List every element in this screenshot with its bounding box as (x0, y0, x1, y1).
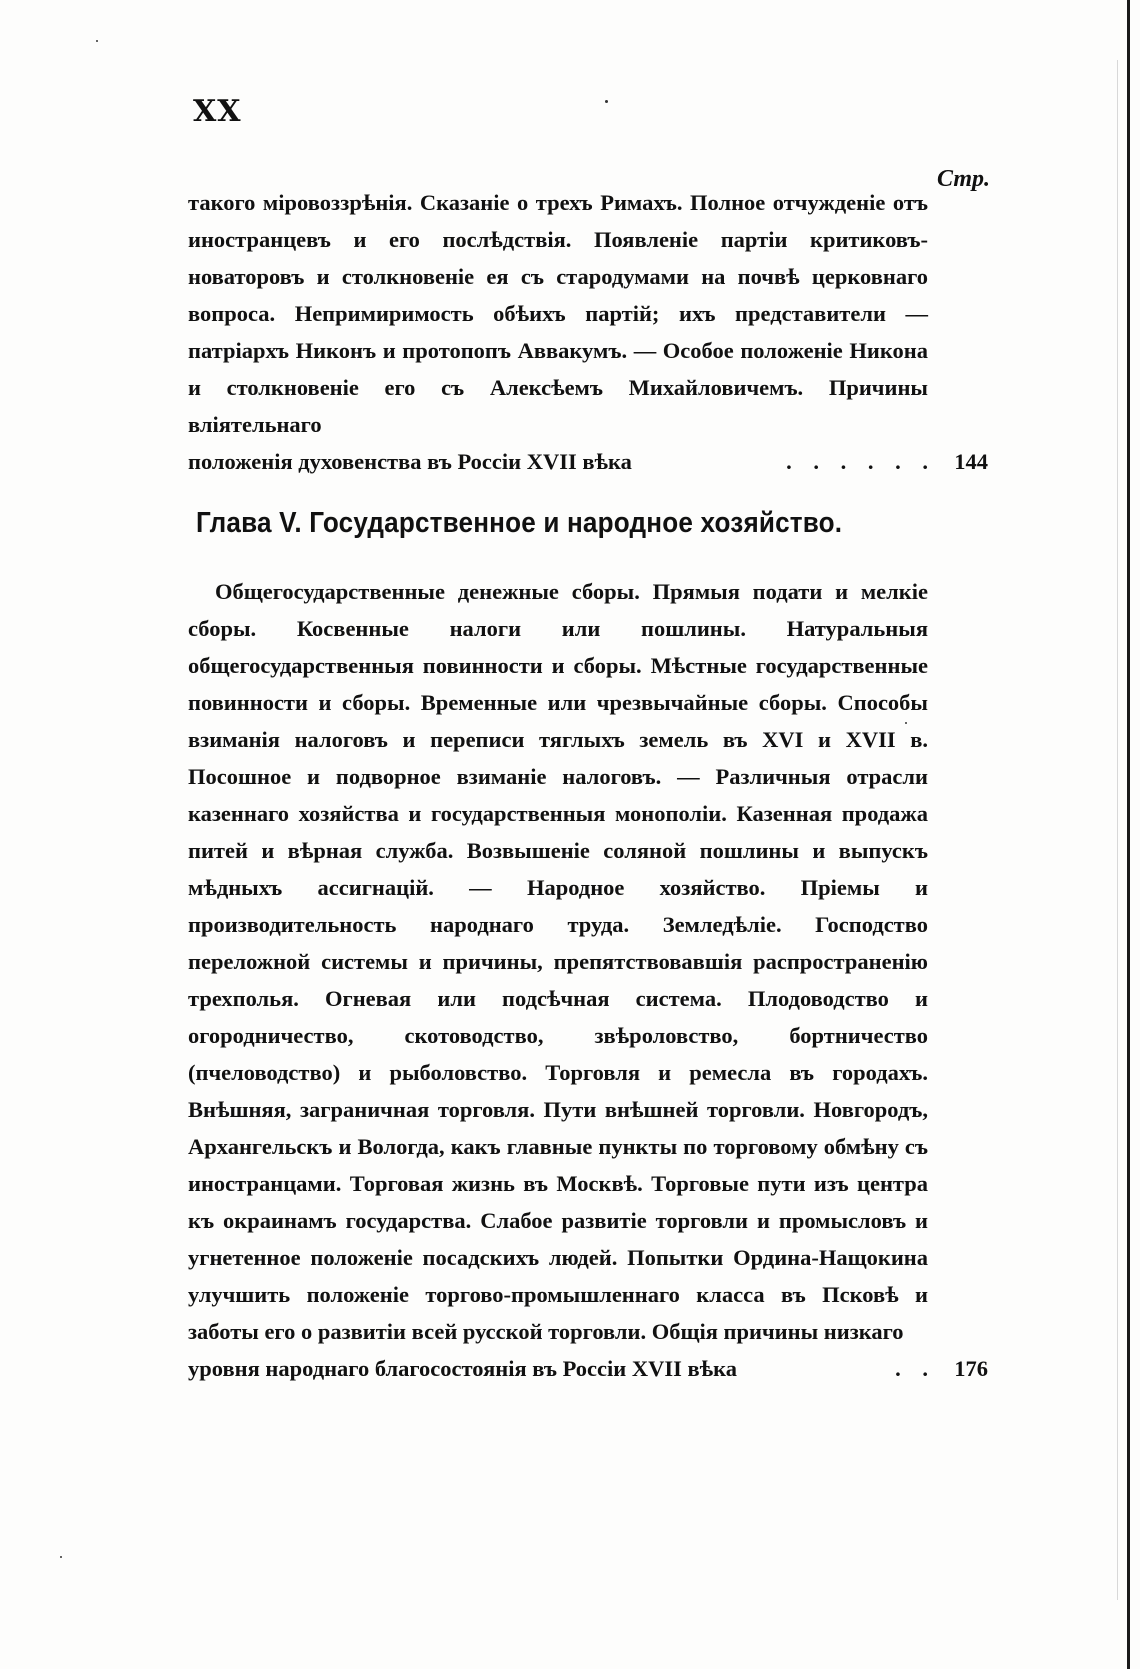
chapter-heading: Глава V. Государственное и народное хозяйство. (196, 507, 843, 539)
toc-entry-text: Общегосударственные денежные сборы. Прямыя подати и мелкіе сборы. Косвенные налоги или пошлины. Натуральныя общегосударственныя повинности и сборы. Мѣстные государственные повинности и сборы. Временные или чрезвычайные сборы. Способы взиманія налоговъ и переписи тяглыхъ земель въ XVI и XVII в. Посошное и подворное взиманіе налоговъ. — Различныя отрасли казеннаго хозяйства и государственныя монополіи. Казенная продажа питей и вѣрная служба. Возвышеніе соляной пошлины и выпускъ мѣдныхъ ассигнацій. — Народное хозяйство. Пріемы и производительность народнаго труда. Земледѣліе. Господство переложной системы и причины, препятствовавшія распространенію трехполья. Огневая или подсѣчная система. Плодоводство и огородничество, скотоводство, звѣроловство, бортничество (пчеловодство) и рыболовство. Торговля и ремесла въ городахъ. Внѣшняя, заграничная торговля. Пути внѣшней торговли. Новгородъ, Архангельскъ и Вологда, какъ главные пункты по торговому обмѣну съ иностранцами. Торговая жизнь въ Москвѣ. Торговые пути изъ центра къ окраинамъ государства. Слабое развитіе торговли и промысловъ и угнетенное положеніе посадскихъ людей. Попытки Ордина-Нащокина улучшить положеніе торгово-промышленнаго класса въ Псковѣ и заботы его о развитіи всей русской торговли. Общія причины низкаго (188, 579, 928, 1344)
toc-entry-last-line: уровня народнаго благосостоянія въ Россіи XVII вѣка (188, 1356, 738, 1381)
scan-speck (605, 100, 608, 103)
page-edge-shadow (1127, 0, 1130, 1669)
page-column-label: Стр. (936, 166, 990, 192)
toc-entry-text: такого міровоззрѣнія. Сказаніе о трехъ Римахъ. Полное отчужденіе отъ иностранцевъ и его послѣдствія. Появленіе партіи критиковъ-новаторовъ и столкновеніе ея съ стародумами на почвѣ церковнаго вопроса. Непримиримость обѣихъ партій; ихъ представители — патріархъ Никонъ и протопопъ Аввакумъ. — Особое положеніе Никона и столкновеніе его съ Алексѣемъ Михайловичемъ. Причины вліятельнаго (188, 190, 928, 437)
page-roman-numeral: XX (193, 94, 242, 129)
scan-speck (905, 722, 907, 724)
toc-entry-leader-line (188, 1350, 988, 1387)
toc-entry-chapter-5 (188, 573, 988, 1387)
toc-entry-leader-line (188, 443, 988, 480)
scan-speck (60, 1556, 62, 1558)
toc-entry-chapter-4-continued (188, 184, 988, 480)
page-edge-line (1117, 60, 1118, 1600)
scan-speck (96, 40, 98, 42)
toc-page-number: 144 (954, 449, 988, 474)
toc-leader-dots: . . . . . . (786, 449, 936, 474)
toc-entry-last-line: положенія духовенства въ Россіи XVII вѣка (188, 449, 632, 474)
toc-leader-dots: . . (895, 1356, 936, 1381)
toc-page-number: 176 (954, 1356, 988, 1381)
